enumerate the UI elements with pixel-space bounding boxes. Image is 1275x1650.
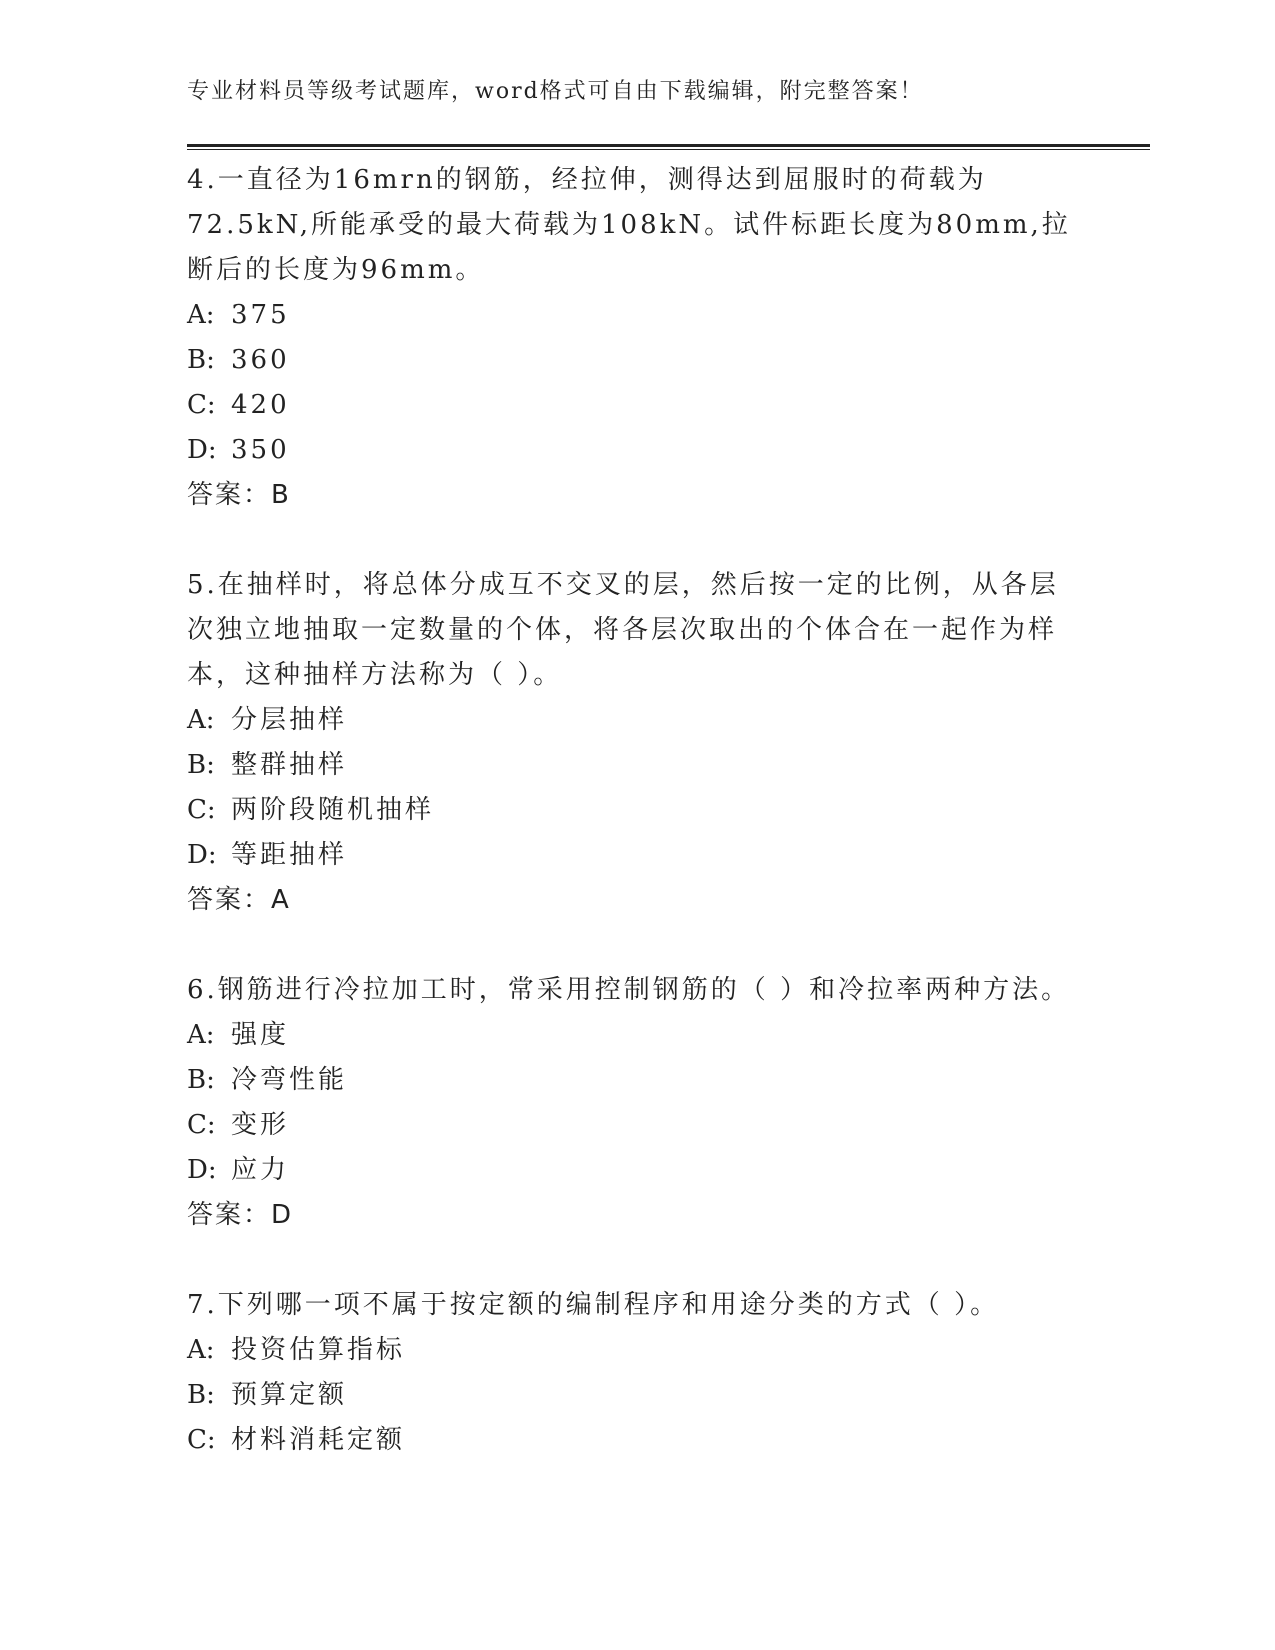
option-key: B: <box>187 750 215 780</box>
option-text: 分层抽样 <box>231 705 348 735</box>
option-text: 预算定额 <box>231 1380 348 1410</box>
answer-line: 答案：D <box>187 1200 294 1230</box>
option-text: 420 <box>231 390 290 420</box>
option-d <box>187 428 1087 473</box>
option-text: 375 <box>231 300 290 330</box>
option-text: 强度 <box>231 1020 290 1050</box>
option-b <box>187 338 1087 383</box>
option-text: 冷弯性能 <box>231 1065 348 1095</box>
question-6 <box>187 968 1087 1238</box>
option-a <box>187 698 1087 743</box>
option-key: B: <box>187 345 215 375</box>
option-key: C: <box>187 795 216 825</box>
question-7 <box>187 1283 1087 1463</box>
header-rule-thin <box>187 149 1150 150</box>
answer-line: 答案：A <box>187 885 291 915</box>
option-text: 材料消耗定额 <box>231 1425 406 1455</box>
option-a <box>187 1013 1087 1058</box>
option-b <box>187 1373 1087 1418</box>
option-key: D: <box>187 1155 217 1185</box>
option-d <box>187 1148 1087 1193</box>
answer-line: 答案：B <box>187 480 291 510</box>
option-key: A: <box>187 300 215 330</box>
option-key: A: <box>187 1020 215 1050</box>
page-header: 专业材料员等级考试题库，word格式可自由下载编辑，附完整答案！ <box>187 79 924 104</box>
option-c <box>187 788 1087 833</box>
option-c <box>187 383 1087 428</box>
option-key: C: <box>187 1425 216 1455</box>
option-text: 变形 <box>231 1110 290 1140</box>
option-key: A: <box>187 705 215 735</box>
option-c <box>187 1418 1087 1463</box>
option-text: 应力 <box>231 1155 290 1185</box>
option-b <box>187 743 1087 788</box>
question-stem: 5.在抽样时，将总体分成互不交叉的层，然后按一定的比例，从各层次独立地抽取一定数量的个体，将各层次取出的个体合在一起作为样本，这种抽样方法称为（ ）。 <box>187 570 1059 690</box>
question-5 <box>187 563 1087 923</box>
option-key: C: <box>187 390 216 420</box>
question-list <box>187 158 1087 1508</box>
option-key: B: <box>187 1065 215 1095</box>
option-key: D: <box>187 840 217 870</box>
option-key: B: <box>187 1380 215 1410</box>
option-d <box>187 833 1087 878</box>
question-stem: 6.钢筋进行冷拉加工时，常采用控制钢筋的（ ）和冷拉率两种方法。 <box>187 975 1071 1005</box>
option-c <box>187 1103 1087 1148</box>
option-b <box>187 1058 1087 1103</box>
header-rule-thick <box>187 144 1150 147</box>
option-key: D: <box>187 435 217 465</box>
option-text: 整群抽样 <box>231 750 348 780</box>
question-stem: 7.下列哪一项不属于按定额的编制程序和用途分类的方式（ ）。 <box>187 1290 1000 1320</box>
option-text: 两阶段随机抽样 <box>231 795 435 825</box>
question-stem: 4.一直径为16mrn的钢筋，经拉伸，测得达到屈服时的荷载为72.5kN,所能承受的最大荷载为108kN。试件标距长度为80mm,拉断后的长度为96mm。 <box>187 165 1071 285</box>
option-a <box>187 1328 1087 1373</box>
question-4 <box>187 158 1087 518</box>
option-text: 350 <box>231 435 290 465</box>
option-text: 等距抽样 <box>231 840 348 870</box>
option-key: A: <box>187 1335 215 1365</box>
option-text: 360 <box>231 345 290 375</box>
option-a <box>187 293 1087 338</box>
option-key: C: <box>187 1110 216 1140</box>
option-text: 投资估算指标 <box>231 1335 406 1365</box>
